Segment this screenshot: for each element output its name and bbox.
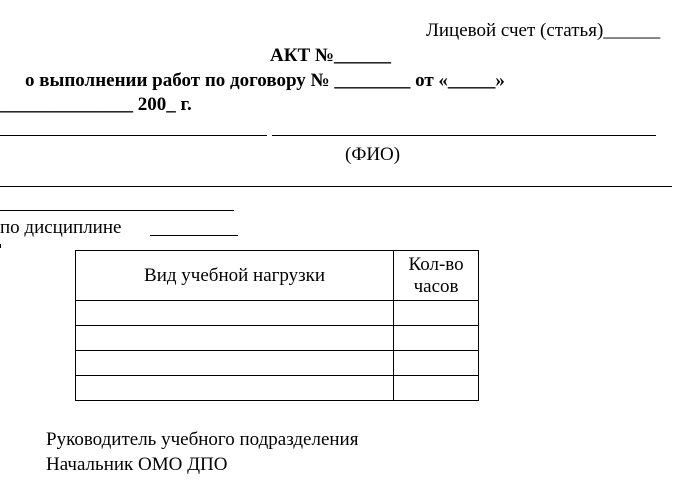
act-date-line: ______________ 200_ г. (0, 94, 192, 115)
blank-line-right (272, 135, 656, 136)
account-line: Лицевой счет (статья)______ (426, 20, 661, 41)
discipline-blank-line (150, 235, 238, 236)
load-type-header: Вид учебной нагрузки (76, 251, 394, 301)
blank-line-short (0, 210, 234, 211)
teaching-load-table (75, 250, 479, 401)
load-type-cell[interactable] (76, 351, 394, 376)
table-row (76, 376, 479, 401)
hours-cell[interactable] (394, 326, 479, 351)
hours-cell[interactable] (394, 351, 479, 376)
blank-line-left (0, 135, 267, 136)
margin-tick-mark (0, 244, 1, 248)
hours-cell[interactable] (394, 301, 479, 326)
blank-line-full (0, 186, 672, 187)
fio-caption: (ФИО) (345, 144, 401, 165)
table-row (76, 301, 479, 326)
load-type-cell[interactable] (76, 326, 394, 351)
table-header-row (76, 251, 479, 301)
table-row (76, 326, 479, 351)
hours-cell[interactable] (394, 376, 479, 401)
load-type-cell[interactable] (76, 376, 394, 401)
load-type-cell[interactable] (76, 301, 394, 326)
hours-header (394, 251, 479, 301)
act-title: АКТ №______ (270, 45, 392, 66)
signature-omo-head: Начальник ОМО ДПО (46, 454, 228, 475)
signature-head-of-unit: Руководитель учебного подразделения (46, 429, 359, 450)
discipline-label: по дисциплине (0, 217, 122, 238)
hours-header-line2: часов (413, 275, 459, 297)
act-subtitle: о выполнении работ по договору № ________ от «_____» (25, 70, 505, 91)
hours-header-line1: Кол-во (408, 253, 464, 275)
table-row (76, 351, 479, 376)
